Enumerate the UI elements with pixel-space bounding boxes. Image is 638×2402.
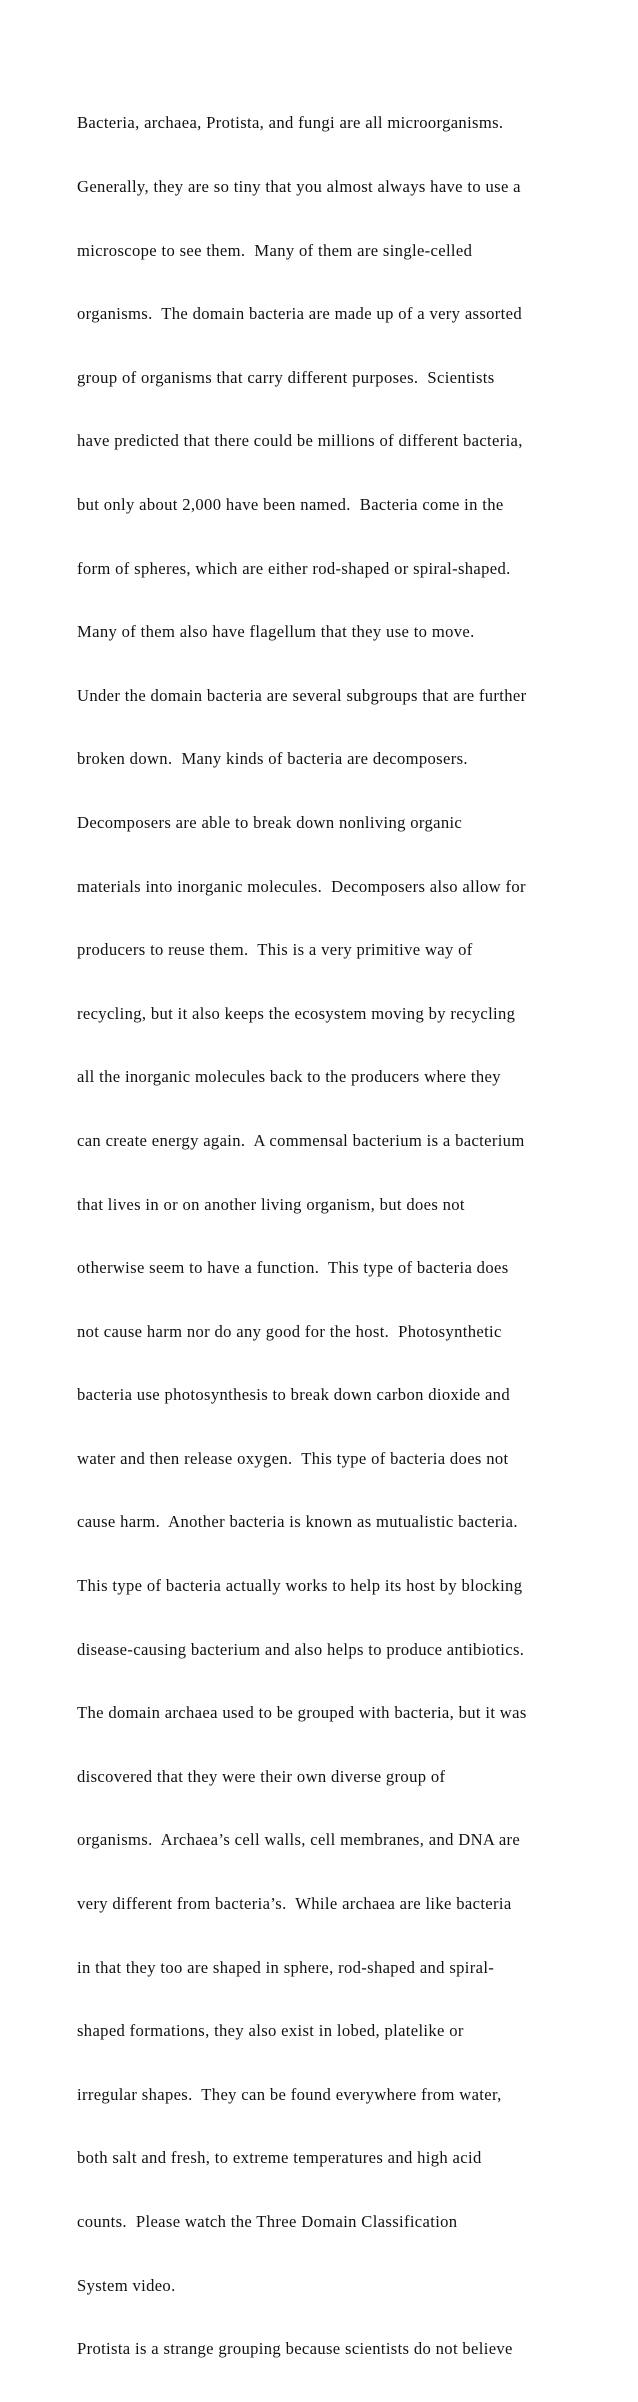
- text-line: irregular shapes. They can be found everywhere from water,: [77, 2084, 502, 2104]
- text-line: bacteria use photosynthesis to break down carbon dioxide and: [77, 1385, 510, 1405]
- text-line: Generally, they are so tiny that you almost always have to use a: [77, 177, 521, 196]
- text-line: all the inorganic molecules back to the producers where they: [77, 1067, 501, 1087]
- text-line: organisms. Archaea’s cell walls, cell membranes, and DNA are: [77, 1830, 521, 1850]
- text-line: disease-causing bacterium and also helps to produce antibiotics.: [77, 1639, 525, 1659]
- text-line: water and then release oxygen. This type of bacteria does not: [77, 1448, 509, 1468]
- text-line: Bacteria, archaea, Protista, and fungi are all microorganisms.: [77, 113, 504, 133]
- text-line: very different from bacteria’s. While archaea are like bacteria: [77, 1894, 512, 1914]
- text-line: counts. Please watch the Three Domain Classification: [77, 2212, 458, 2231]
- text-line: shaped formations, they also exist in lobed, platelike or: [77, 2021, 464, 2041]
- text-line: that lives in or on another living organism, but does not: [77, 1194, 465, 1214]
- text-line: not cause harm nor do any good for the host. Photosynthetic: [77, 1321, 502, 1341]
- text-line: Many of them also have flagellum that they use to move.: [77, 622, 475, 642]
- text-line: materials into inorganic molecules. Decomposers also allow for: [77, 876, 526, 896]
- text-line: System video.: [77, 2275, 176, 2295]
- text-line: form of spheres, which are either rod-shaped or spiral-shaped.: [77, 558, 511, 578]
- text-line: otherwise seem to have a function. This type of bacteria does: [77, 1258, 509, 1278]
- body-text: [77, 70, 625, 2402]
- text-line: recycling, but it also keeps the ecosystem moving by recycling: [77, 1003, 516, 1023]
- text-line: in that they too are shaped in sphere, rod-shaped and spiral-: [77, 1957, 495, 1977]
- text-line: Decomposers are able to break down nonliving organic: [77, 812, 463, 832]
- text-line: broken down. Many kinds of bacteria are decomposers.: [77, 749, 468, 769]
- text-line: This type of bacteria actually works to help its host by blocking: [77, 1576, 523, 1596]
- text-line: both salt and fresh, to extreme temperatures and high acid: [77, 2148, 482, 2168]
- text-line: producers to reuse them. This is a very primitive way of: [77, 940, 473, 960]
- text-line: but only about 2,000 have been named. Bacteria come in the: [77, 494, 504, 514]
- text-line: group of organisms that carry different purposes. Scientists: [77, 367, 495, 387]
- text-line: Protista is a strange grouping because scientists do not believe: [77, 2339, 513, 2359]
- text-line: microscope to see them. Many of them are single-celled: [77, 240, 473, 260]
- text-line: organisms. The domain bacteria are made up of a very assorted: [77, 304, 523, 324]
- text-line: can create energy again. A commensal bacterium is a bacterium: [77, 1130, 525, 1150]
- text-line: discovered that they were their own diverse group of: [77, 1766, 446, 1786]
- text-line: cause harm. Another bacteria is known as mutualistic bacteria.: [77, 1512, 518, 1532]
- text-line: have predicted that there could be millions of different bacteria,: [77, 431, 523, 451]
- text-line: The domain archaea used to be grouped with bacteria, but it was: [77, 1703, 527, 1723]
- text-line: Under the domain bacteria are several subgroups that are further: [77, 685, 527, 705]
